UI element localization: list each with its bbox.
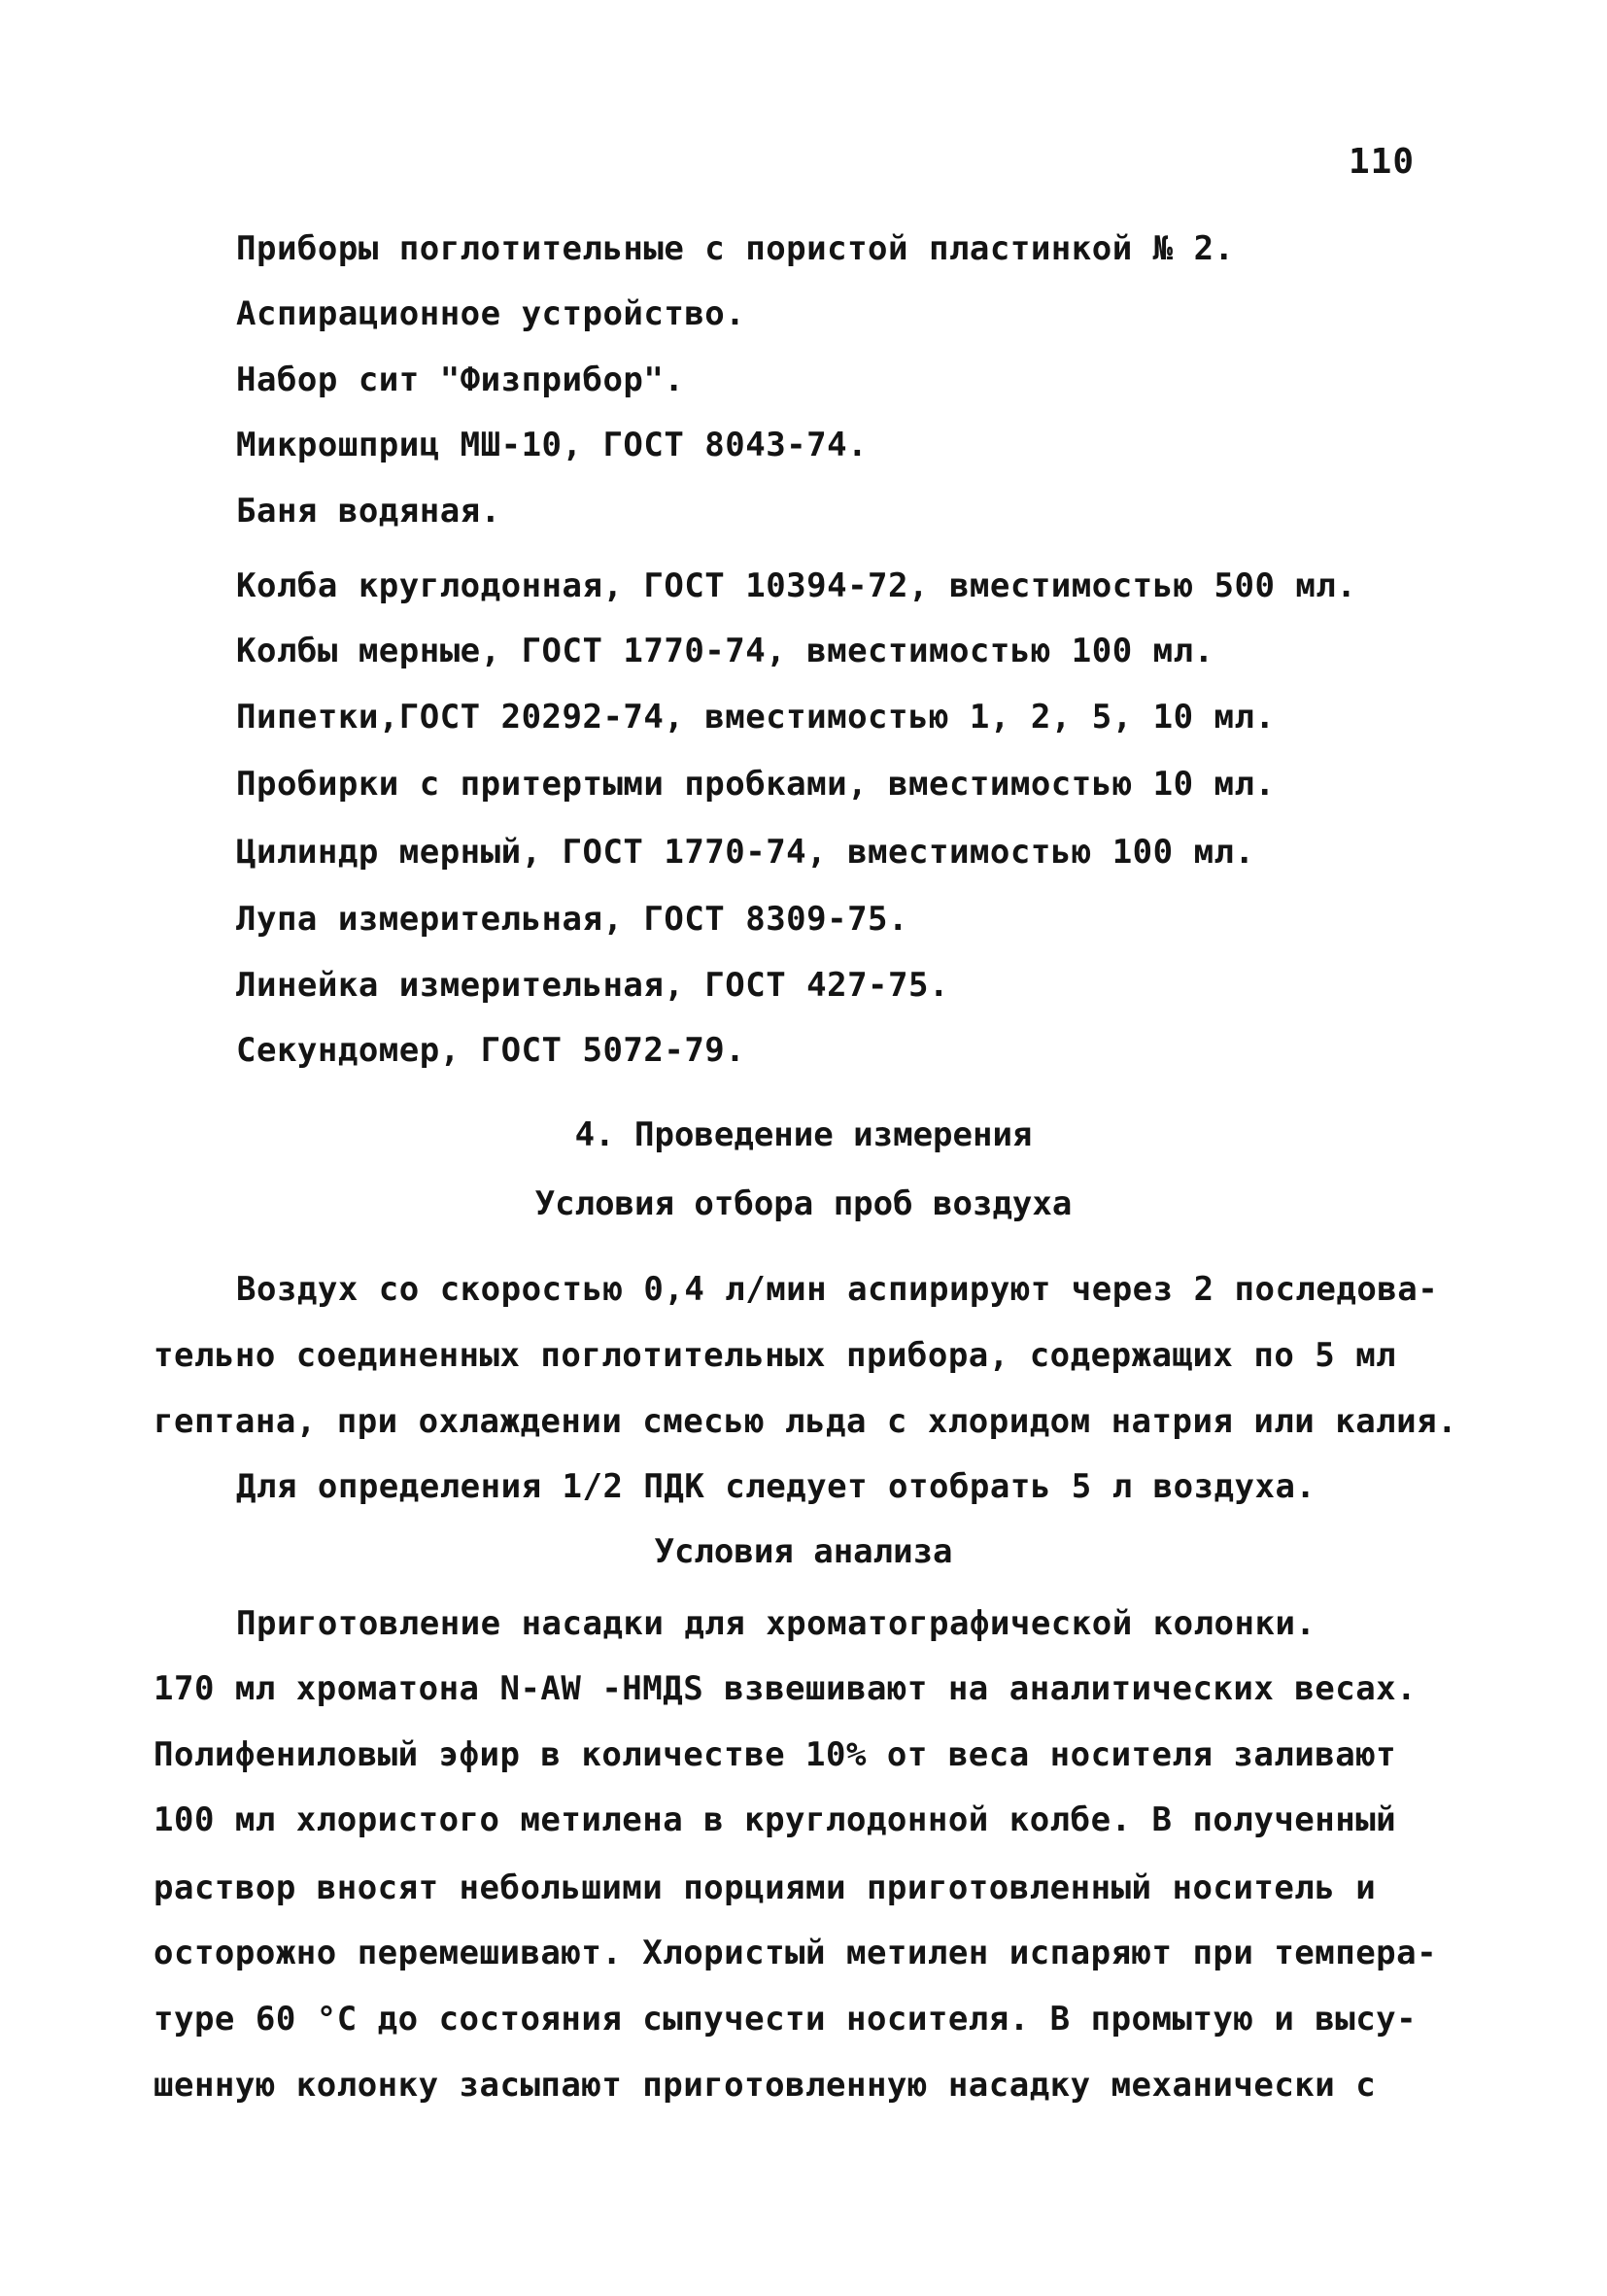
equipment-item: Колба круглодонная, ГОСТ 10394-72, вместимостью 500 мл. [236, 566, 1357, 605]
equipment-item: Набор сит "Физприбор". [236, 360, 685, 399]
equipment-item: Секундомер, ГОСТ 5072-79. [236, 1031, 746, 1070]
section-heading: 4. Проведение измерения [574, 1115, 1033, 1154]
sampling-line: гептана, при охлаждении смесью льда с хлоридом натрия или калия. [154, 1402, 1458, 1441]
analysis-line: шенную колонку засыпают приготовленную насадку механически с [154, 2066, 1377, 2105]
equipment-item: Приборы поглотительные с пористой пластинкой № 2. [236, 229, 1235, 268]
equipment-item: Аспирационное устройство. [236, 294, 746, 333]
equipment-item: Пробирки с притертыми пробками, вместимостью 10 мл. [236, 765, 1276, 804]
analysis-line: 100 мл хлористого метилена в круглодонной колбе. В полученный [154, 1800, 1397, 1839]
equipment-item: Линейка измерительная, ГОСТ 427-75. [236, 966, 949, 1005]
analysis-line: туре 60 °С до состояния сыпучести носителя. В промытую и высу- [154, 2000, 1418, 2039]
equipment-item: Микрошприц МШ-10, ГОСТ 8043-74. [236, 426, 869, 464]
analysis-line: 170 мл хроматона N-AW -HMДS взвешивают на аналитических весах. [154, 1669, 1418, 1708]
equipment-item: Цилиндр мерный, ГОСТ 1770-74, вместимостью 100 мл. [236, 833, 1255, 872]
analysis-line: Полифениловый эфир в количестве 10% от веса носителя заливают [154, 1735, 1397, 1774]
sampling-line: Для определения 1/2 ПДК следует отобрать 5 л воздуха. [236, 1467, 1316, 1506]
equipment-item: Колбы мерные, ГОСТ 1770-74, вместимостью 100 мл. [236, 632, 1214, 670]
analysis-line: Приготовление насадки для хроматографической колонки. [236, 1604, 1316, 1643]
analysis-heading: Условия анализа [654, 1532, 953, 1571]
analysis-line: раствор вносят небольшими порциями приготовленный носитель и [154, 1868, 1377, 1907]
sampling-line: Воздух со скоростью 0,4 л/мин аспирируют через 2 последова- [236, 1270, 1439, 1309]
equipment-item: Баня водяная. [236, 492, 501, 531]
equipment-item: Лупа измерительная, ГОСТ 8309-75. [236, 900, 909, 939]
equipment-item: Пипетки,ГОСТ 20292-74, вместимостью 1, 2, 5, 10 мл. [236, 698, 1276, 737]
analysis-line: осторожно перемешивают. Хлористый метилен испаряют при темпера- [154, 1934, 1438, 1972]
sampling-line: тельно соединенных поглотительных прибора, содержащих по 5 мл [154, 1336, 1397, 1375]
page-number: 110 [1349, 142, 1416, 182]
sampling-heading: Условия отбора проб воздуха [534, 1184, 1073, 1223]
